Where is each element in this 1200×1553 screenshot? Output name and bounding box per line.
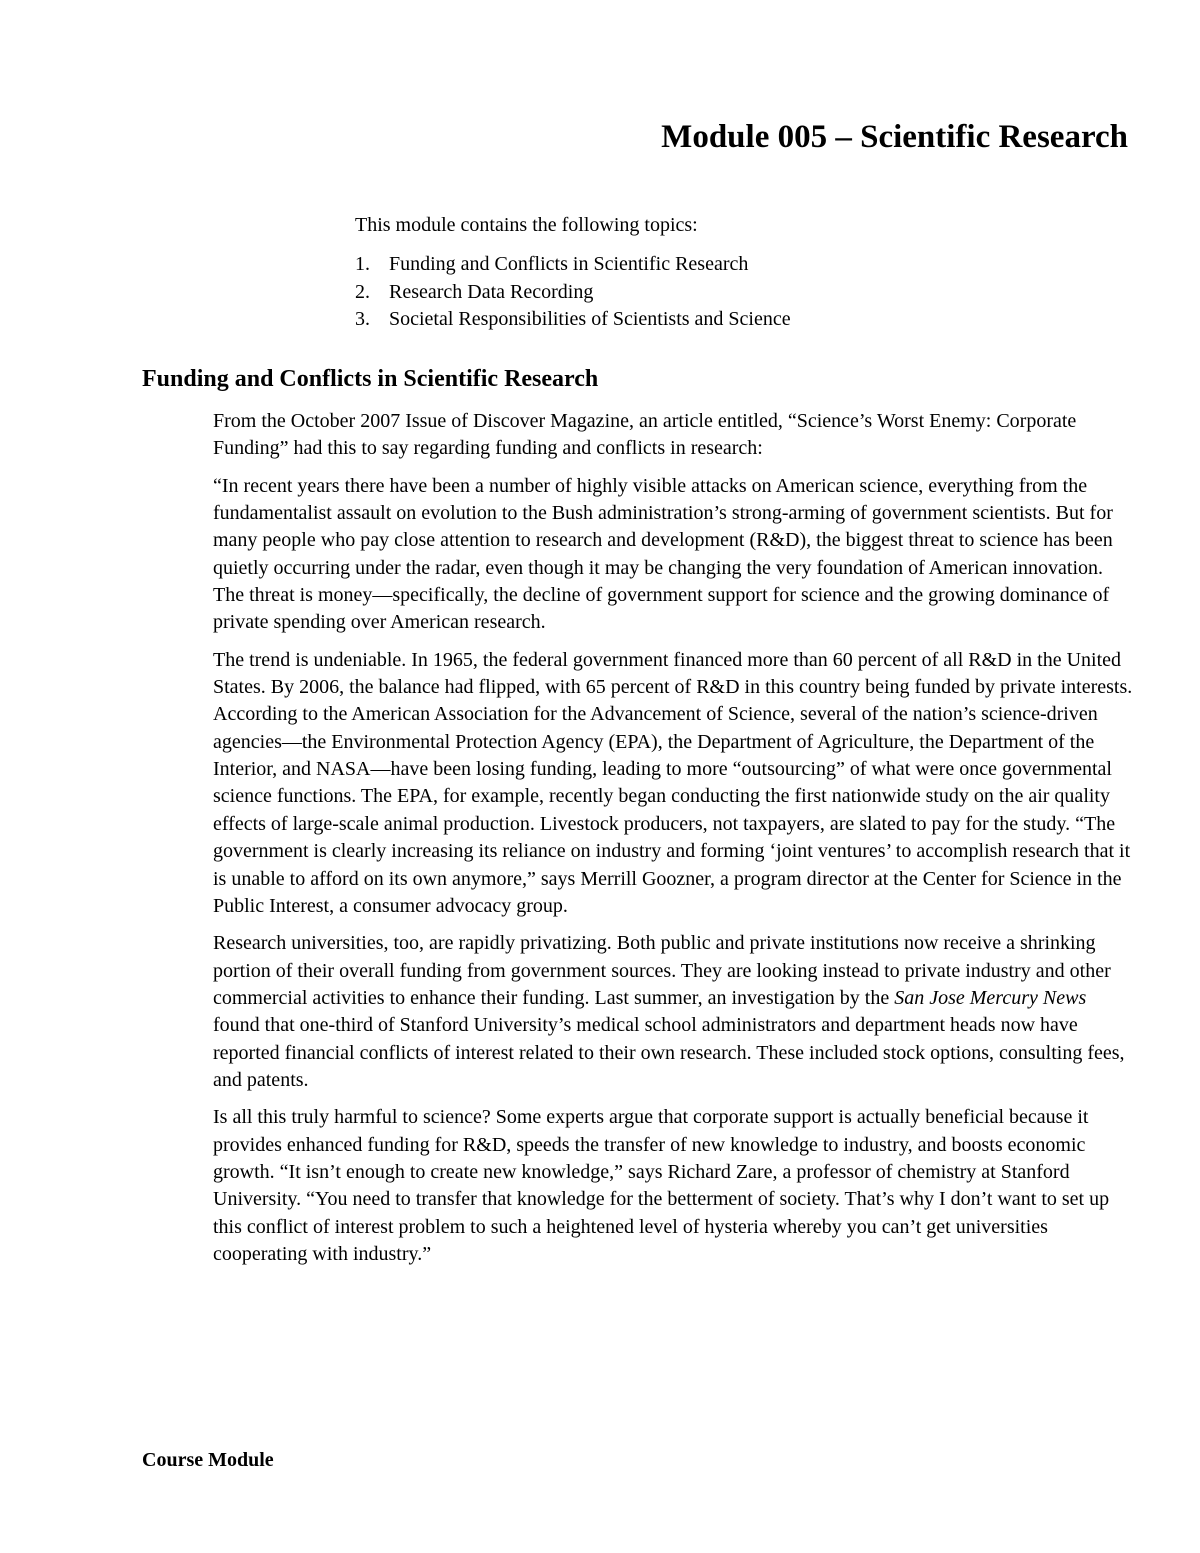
list-item bbox=[355, 279, 1115, 307]
quote-paragraph bbox=[213, 930, 1133, 1094]
paragraph-text: found that one-third of Stanford University’s medical school administrators and department heads now have reported financial conflicts of interest related to their own research. These included stock options, consulting fees, and patents. bbox=[213, 1014, 1125, 1091]
footer-label: Course Module bbox=[142, 1449, 274, 1471]
article-body bbox=[213, 408, 1133, 1278]
quote-paragraph: “In recent years there have been a number of highly visible attacks on American science, everything from the fundamentalist assault on evolution to the Bush administration’s strong-arming of government scientists. But for many people who pay close attention to research and development (R&D), the biggest threat to science has been quietly occurring under the radar, even though it may be changing the very foundation of American innovation. The threat is money—specifically, the decline of government support for science and the growing dominance of private spending over American research. bbox=[213, 474, 1113, 634]
list-item bbox=[355, 306, 1115, 334]
quote-paragraph: The trend is undeniable. In 1965, the federal government financed more than 60 percent of all R&D in the United States. By 2006, the balance had flipped, with 65 percent of R&D in this country being funded by private interests. According to the American Association for the Advancement of Science, several of the nation’s science-driven agencies—the Environmental Protection Agency (EPA), the Department of Agriculture, the Department of the Interior, and NASA—have been losing funding, leading to more “outsourcing” of what were once governmental science functions. The EPA, for example, recently began conducting the first nationwide study on the air quality effects of large-scale animal production. Livestock producers, not taxpayers, are slated to pay for the study. “The government is clearly increasing its reliance on industry and forming ‘joint ventures’ to accomplish research that it is unable to afford on its own anymore,” says Merrill Goozner, a program director at the Center for Science in the Public Interest, a consumer advocacy group. bbox=[213, 648, 1133, 917]
topic-number: 2. bbox=[355, 280, 370, 303]
page-title: Module 005 – Scientific Research bbox=[661, 119, 1128, 155]
topic-number: 1. bbox=[355, 253, 370, 275]
list-item bbox=[355, 251, 1115, 279]
quote-paragraph: Is all this truly harmful to science? Some experts argue that corporate support is actually beneficial because it provides enhanced funding for R&D, speeds the transfer of new knowledge to industry, and boosts economic growth. “It isn’t enough to create new knowledge,” says Richard Zare, a professor of chemistry at Stanford University. “You need to transfer that knowledge for the betterment of society. That’s why I don’t want to set up this conflict of interest problem to such a heightened level of hysteria whereby you can’t get universities cooperating with industry.” bbox=[213, 1106, 1110, 1265]
topic-label: Societal Responsibilities of Scientists and Science bbox=[389, 308, 791, 330]
topic-number: 3. bbox=[355, 308, 370, 330]
publication-name: San Jose Mercury News bbox=[894, 986, 1087, 1009]
section-heading: Funding and Conflicts in Scientific Research bbox=[142, 366, 599, 392]
paragraph-text: Research universities, too, are rapidly privatizing. Both public and private institutions now receive a shrinking portion of their overall funding from government sources. They are looking instead to private industry and other commercial activities to enhance their funding. Last summer, an investigation by the bbox=[213, 932, 1111, 1009]
topic-list bbox=[355, 251, 1115, 334]
topic-label: Research Data Recording bbox=[389, 280, 594, 303]
topics-intro: This module contains the following topics: bbox=[355, 214, 698, 236]
topic-label: Funding and Conflicts in Scientific Research bbox=[389, 253, 749, 275]
topics-block bbox=[355, 212, 1115, 334]
intro-paragraph: From the October 2007 Issue of Discover Magazine, an article entitled, “Science’s Worst Enemy: Corporate Funding” had this to say regarding funding and conflicts in research: bbox=[213, 410, 1077, 460]
